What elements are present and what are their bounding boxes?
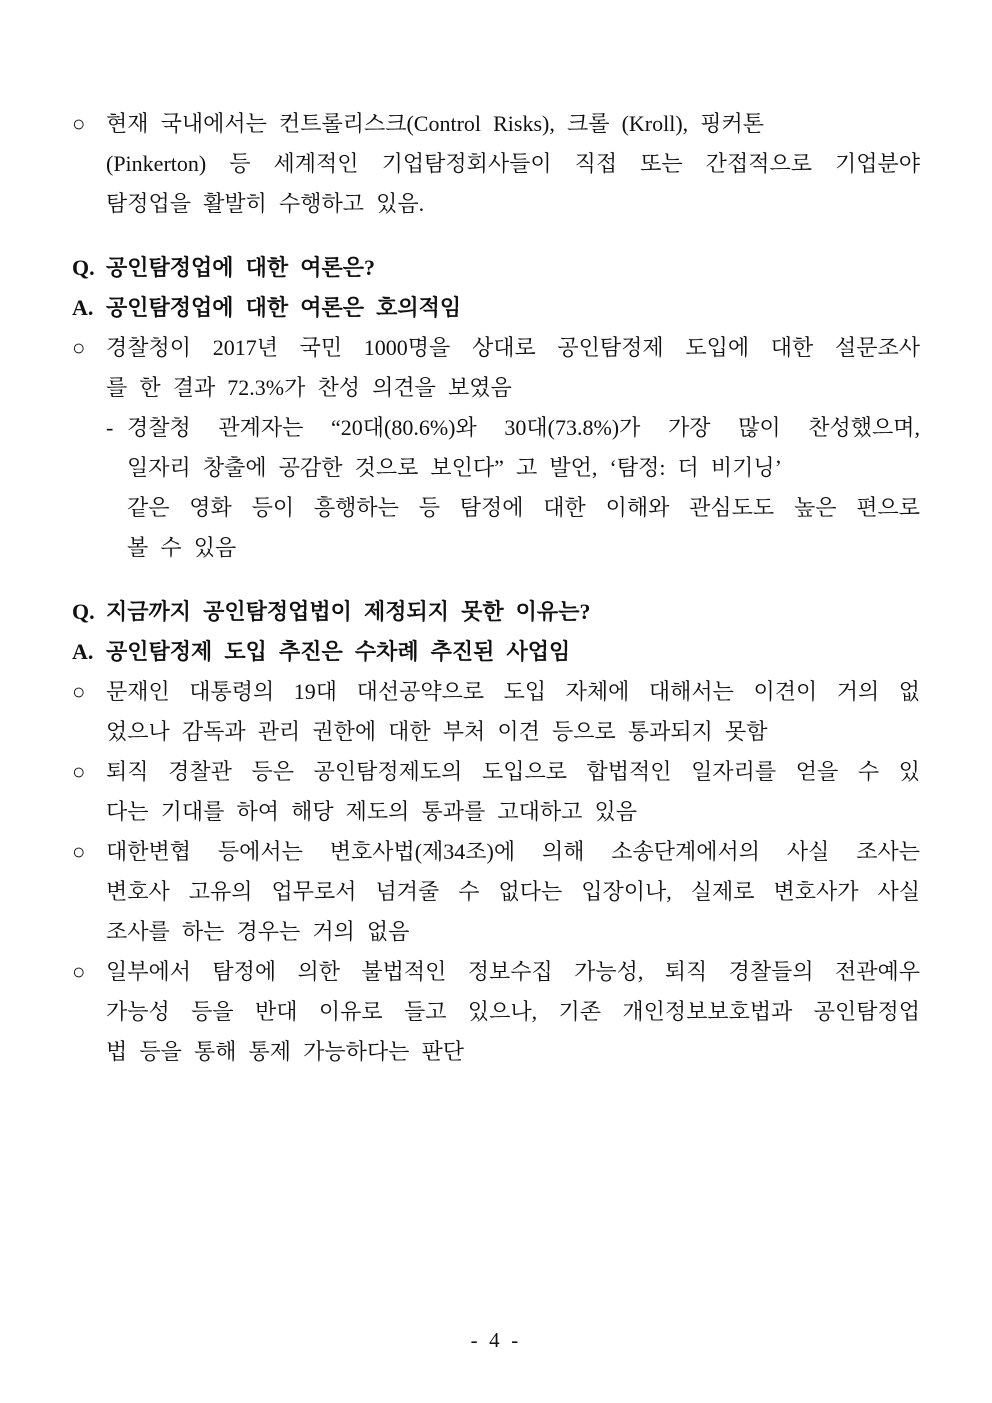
question-line (0, 592, 992, 632)
answer-marker: A. (72, 639, 94, 664)
line-text: 대한변협 등에서는 변호사법(제34조)에 의해 소송단계에서의 사실 조사는 (106, 839, 920, 864)
document-line (0, 328, 992, 368)
line-text: 변호사 고유의 업무로서 넘겨줄 수 없다는 입장이나, 실제로 변호사가 사실 (106, 879, 920, 904)
line-text: 다는 기대를 하여 해당 제도의 통과를 고대하고 있음 (106, 799, 637, 824)
line-text: (Pinkerton) 등 세계적인 기업탐정회사들이 직접 또는 간접적으로 기업분야 (106, 151, 920, 176)
line-text: 경찰청이 2017년 국민 1000명을 상대로 공인탐정제 도입에 대한 설문조사 (106, 335, 920, 360)
document-line (0, 992, 992, 1032)
line-text: 일자리 창출에 공감한 것으로 보인다” 고 발언, ‘탐정: 더 비기닝’ (127, 455, 782, 480)
line-text: 었으나 감독과 관리 권한에 대한 부처 이견 등으로 통과되지 못함 (106, 719, 768, 744)
document-line (0, 912, 992, 952)
document-line (0, 368, 992, 408)
line-text: 를 한 결과 72.3%가 찬성 의견을 보였음 (106, 375, 512, 400)
line-text: 공인탐정업에 대한 여론은 호의적임 (106, 295, 462, 320)
bullet-marker: ○ (72, 679, 86, 704)
answer-line (0, 288, 992, 328)
line-text: 법 등을 통해 통제 가능하다는 판단 (106, 1039, 465, 1064)
line-text: 문재인 대통령의 19대 대선공약으로 도입 자체에 대해서는 이견이 거의 없 (106, 679, 920, 704)
document-line (0, 528, 992, 568)
bullet-marker: ○ (72, 839, 86, 864)
line-text: 가능성 등을 반대 이유로 들고 있으나, 기존 개인정보보호법과 공인탐정업 (106, 999, 920, 1024)
document-line (0, 712, 992, 752)
page-number: - 4 - (470, 1328, 522, 1352)
question-marker: Q. (72, 255, 95, 280)
document-line (0, 752, 992, 792)
document-line (0, 488, 992, 528)
document-line (0, 792, 992, 832)
line-text: 현재 국내에서는 컨트롤리스크(Control Risks), 크롤 (Kroll), 핑커톤 (106, 111, 765, 136)
document-line (0, 408, 992, 448)
document-line (0, 1032, 992, 1072)
document-line (0, 672, 992, 712)
dash-marker: - (106, 415, 114, 440)
document-line (0, 448, 992, 488)
bullet-marker: ○ (72, 959, 86, 984)
line-text: 같은 영화 등이 흥행하는 등 탐정에 대한 이해와 관심도도 높은 편으로 (127, 495, 920, 520)
bullet-marker: ○ (72, 759, 86, 784)
line-text: 경찰청 관계자는 “20대(80.6%)와 30대(73.8%)가 가장 많이 찬성했으며, (127, 415, 920, 440)
document-line (0, 144, 992, 184)
document-page (0, 104, 992, 1072)
line-text: 공인탐정업에 대한 여론은? (106, 255, 375, 280)
question-line (0, 248, 992, 288)
line-text: 일부에서 탐정에 의한 불법적인 정보수집 가능성, 퇴직 경찰들의 전관예우 (106, 959, 920, 984)
line-text: 공인탐정제 도입 추진은 수차례 추진된 사업임 (106, 639, 571, 664)
document-line (0, 872, 992, 912)
bullet-marker: ○ (72, 111, 86, 136)
line-text: 퇴직 경찰관 등은 공인탐정제도의 도입으로 합법적인 일자리를 얻을 수 있 (106, 759, 920, 784)
line-text: 볼 수 있음 (127, 535, 237, 560)
question-marker: Q. (72, 599, 95, 624)
document-line (0, 952, 992, 992)
document-line (0, 832, 992, 872)
bullet-marker: ○ (72, 335, 86, 360)
document-line (0, 184, 992, 224)
line-text: 지금까지 공인탐정업법이 제정되지 못한 이유는? (106, 599, 591, 624)
answer-line (0, 632, 992, 672)
document-line (0, 104, 992, 144)
line-text: 탐정업을 활발히 수행하고 있음. (106, 191, 425, 216)
line-text: 조사를 하는 경우는 거의 없음 (106, 919, 410, 944)
answer-marker: A. (72, 295, 94, 320)
